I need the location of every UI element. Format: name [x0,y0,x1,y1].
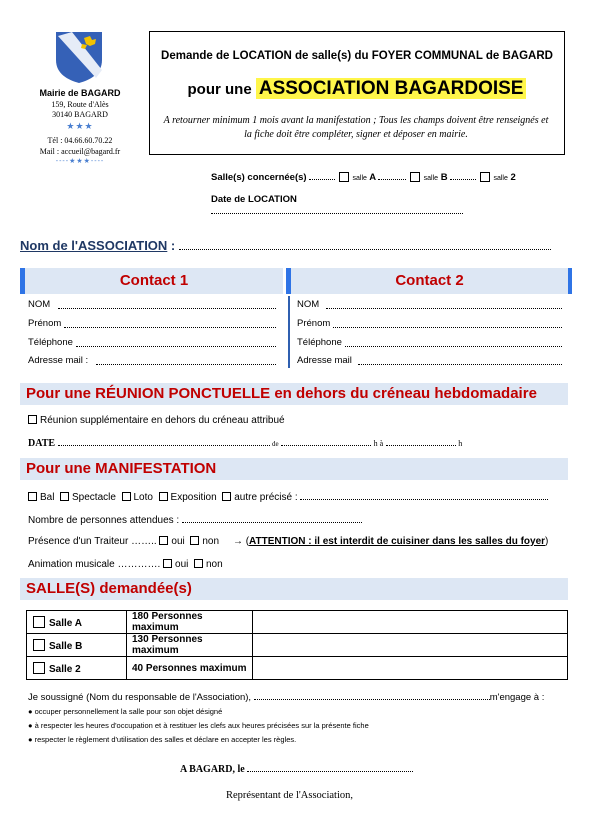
mairie-mail: Mail : accueil@bagard.fr [39,147,121,156]
salles-section-header: SALLE(S) demandée(s) [20,578,568,600]
signature-lieu: A BAGARD, le [180,764,245,775]
salles-table [26,610,568,680]
nombre-personnes-label: Nombre de personnes attendues : [28,515,180,526]
checkbox-spectacle[interactable] [60,492,69,501]
salle-name: Salle A [49,617,82,629]
attention-warning: ATTENTION : il est interdit de cuisiner dans les salles du foyer [249,536,546,547]
nombre-personnes-line [28,514,362,526]
checkbox-table-salle-2[interactable] [33,662,45,674]
contact2-prenom-label: Prénom [297,318,331,329]
engagement-bullet-2: ● à respecter les heures d'occupation et à restituer les clefs aux heures précisées sur la présente fiche [28,721,369,730]
checkbox-traiteur-oui[interactable] [159,536,168,545]
contact2-mail-field[interactable] [358,356,562,365]
empty-cell[interactable] [253,611,568,634]
type-loto-label: Loto [133,492,153,503]
header-subtitle-prefix: pour une [187,81,252,98]
bullet-text: à respecter les heures d'occupation et à restituer les clefs aux heures précisées sur la présente fiche [34,721,369,730]
checkbox-salle-b[interactable] [410,172,420,182]
header-note: A retourner minimum 1 mois avant la manifestation ; Tous les champs doivent être renseignés et la fiche doit être compléter, signer et déposer en mairie. [163,115,549,140]
date-location-field[interactable] [211,205,463,214]
contact1-telephone-field[interactable] [76,338,276,347]
reunion-h-label: h [458,439,463,448]
dotted-line [378,171,406,180]
contact2-telephone-label: Téléphone [297,337,342,348]
salles-concernees-label: Salle(s) concernée(s) [211,172,307,183]
dotted-line [450,171,476,180]
engagement-suffix: m'engage à : [489,692,545,703]
reunion-ha-label: h à [373,439,384,448]
mairie-address-line1: 159, Route d'Alès [51,100,109,109]
traiteur-oui-label: oui [171,536,185,547]
capacity-cell: 180 Personnes maximum [127,611,253,634]
reunion-date-label: DATE [28,438,56,449]
association-line [20,238,551,253]
salles-concernees-line [211,171,516,183]
checkbox-animation-non[interactable] [194,559,203,568]
traiteur-line: Présence d'un Traiteur …….. oui non → (ATTENTION : il est interdit de cuisiner dans les salles du foyer) [28,536,549,547]
engagement-prefix: Je soussigné (Nom du responsable de l'Association), [28,692,252,703]
checkbox-animation-oui[interactable] [163,559,172,568]
date-location-label: Date de LOCATION [211,194,297,205]
signature-date-field[interactable] [247,763,413,772]
reunion-start-field[interactable] [281,437,371,446]
empty-cell[interactable] [253,634,568,657]
dotted-line [309,171,335,180]
type-autre-label: autre précisé : [234,492,298,503]
signature-lieu-line [180,763,413,775]
bullet-text: occuper personnellement la salle pour son objet désigné [34,707,223,716]
contact1-prenom-label: Prénom [28,318,62,329]
stars-decoration: ★★★ [66,121,94,131]
bagard-crest-logo [54,30,104,84]
engagement-bullet-3: ● respecter le règlement d'utilisation des salles et déclare en accepter les règles. [28,735,297,744]
contact2-nom-field[interactable] [326,300,562,309]
reunion-section-header: Pour une RÉUNION PONCTUELLE en dehors du créneau hebdomadaire [20,383,568,405]
reunion-de-label: de [272,440,279,448]
contact2-right-bar [568,268,572,294]
autre-precise-field[interactable] [300,491,548,500]
salle-a-letter: A [369,172,376,183]
contact2-header: Contact 2 [291,268,568,294]
mairie-phone: Tél : 04.66.60.70.22 [47,136,113,145]
salle-name: Salle B [49,640,83,652]
table-row [27,657,568,680]
reunion-end-field[interactable] [386,437,456,446]
traiteur-label: Présence d'un Traiteur …….. [28,536,157,547]
table-row [27,611,568,634]
manifestation-section-header: Pour une MANIFESTATION [20,458,568,480]
header-subtitle-highlight: ASSOCIATION BAGARDOISE [256,78,527,99]
contact1-telephone-label: Téléphone [28,337,73,348]
salle-word: salle [352,175,367,182]
manifestation-types-line [28,491,553,503]
checkbox-loto[interactable] [122,492,131,501]
engagement-bullet-1: ● occuper personnellement la salle pour son objet désigné [28,707,223,716]
date-location-line [211,194,551,217]
checkbox-traiteur-non[interactable] [190,536,199,545]
salle-cell [27,657,127,680]
salle-name: Salle 2 [49,663,81,675]
traiteur-non-label: non [202,536,220,547]
checkbox-bal[interactable] [28,492,37,501]
contact1-mail-field[interactable] [96,356,276,365]
contact1-header: Contact 1 [25,268,283,294]
checkbox-salle-2[interactable] [480,172,490,182]
contact2-prenom-field[interactable] [333,319,562,328]
engagement-line [28,691,568,703]
contact1-nom-field[interactable] [58,300,276,309]
contact1-prenom-field[interactable] [64,319,276,328]
salle-cell [27,611,127,634]
reunion-date-line [28,437,528,449]
signature-representant: Représentant de l'Association, [226,790,353,801]
capacity-cell: 40 Personnes maximum [127,657,253,680]
mairie-title: Mairie de BAGARD [39,88,121,98]
checkbox-salle-a[interactable] [339,172,349,182]
checkbox-table-salle-a[interactable] [33,616,45,628]
salle-2-number: 2 [510,172,516,183]
type-bal-label: Bal [40,492,55,503]
contact-divider [288,296,290,368]
table-row [27,634,568,657]
bullet-text: respecter le règlement d'utilisation des salles et déclare en accepter les règles. [34,735,297,744]
salle-word: salle [423,175,439,182]
reunion-option-label: Réunion supplémentaire en dehors du créneau attribué [40,415,285,426]
animation-oui-label: oui [175,559,189,570]
stars-decoration-small: ----★★★---- [55,158,105,165]
checkbox-exposition[interactable] [159,492,168,501]
capacity-cell: 130 Personnes maximum [127,634,253,657]
animation-label: Animation musicale …………. [28,559,161,570]
salle-cell [27,634,127,657]
contact2-nom-label: NOM [297,299,320,310]
arrow-icon: → [232,536,243,547]
nombre-personnes-field[interactable] [182,514,362,523]
animation-line [28,559,223,570]
header-title: Demande de LOCATION de salle(s) du FOYER COMMUNAL de BAGARD [161,50,553,62]
association-label: Nom de l'ASSOCIATION [20,238,168,253]
salle-word: salle [493,175,508,182]
contact2-telephone-field[interactable] [345,338,562,347]
type-exposition-label: Exposition [170,492,217,503]
responsable-name-field[interactable] [254,691,490,700]
reunion-date-field[interactable] [58,437,270,446]
association-name-field[interactable] [179,240,551,250]
animation-non-label: non [205,559,223,570]
contact1-nom-label: NOM [28,299,51,310]
association-colon: : [167,238,176,253]
reunion-option [28,415,285,426]
mairie-address-line2: 30140 BAGARD [52,110,108,119]
checkbox-autre[interactable] [222,492,231,501]
header-subtitle [149,78,565,100]
salle-b-letter: B [440,172,448,183]
empty-cell[interactable] [253,657,568,680]
contact2-mail-label: Adresse mail [297,355,352,366]
checkbox-table-salle-b[interactable] [33,639,45,651]
contact1-mail-label: Adresse mail : [28,355,89,366]
checkbox-reunion[interactable] [28,415,37,424]
type-spectacle-label: Spectacle [72,492,116,503]
